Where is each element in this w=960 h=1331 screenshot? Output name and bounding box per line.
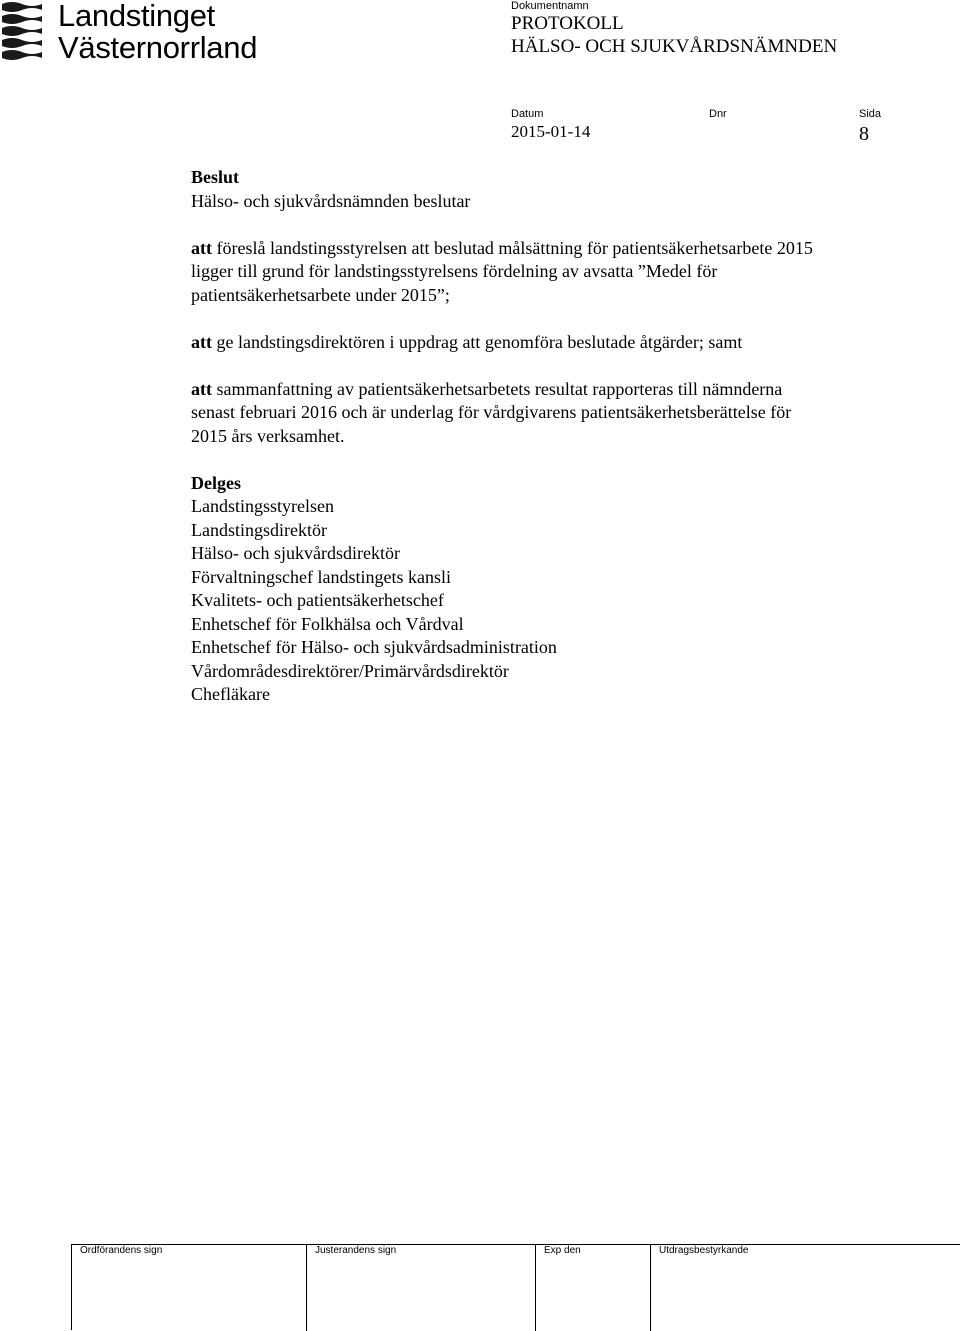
decision-heading: Beslut bbox=[191, 167, 240, 187]
decision-item-3 bbox=[191, 378, 911, 449]
date-value: 2015-01-14 bbox=[511, 122, 591, 141]
dnr-label: Dnr bbox=[709, 108, 727, 120]
certifying-label: Utdragsbestyrkande bbox=[659, 1245, 749, 1256]
signature-footer bbox=[71, 1244, 960, 1330]
recipient-item: Landstingsdirektör bbox=[191, 519, 327, 540]
chair-sign-label: Ordförandens sign bbox=[80, 1245, 163, 1256]
att-keyword: att bbox=[191, 378, 212, 399]
recipient-item: Vårdområdesdirektörer/Primärvårdsdirektör bbox=[191, 660, 509, 681]
document-type: PROTOKOLL bbox=[511, 13, 624, 34]
att-keyword: att bbox=[191, 331, 212, 352]
att-keyword: att bbox=[191, 237, 212, 258]
recipient-item: Chefläkare bbox=[191, 684, 270, 704]
decision-item-line: patientsäkerhetsarbete under 2015”; bbox=[191, 284, 450, 305]
recipient-item: Kvalitets- och patientsäkerhetschef bbox=[191, 590, 444, 610]
logo-text-line2: Västernorrland bbox=[58, 30, 258, 65]
recipient-item: Hälso- och sjukvårdsdirektör bbox=[191, 543, 400, 563]
decision-item-line: att föreslå landstingsstyrelsen att beslutad målsättning för patientsäkerhetsarbete 2015 bbox=[191, 237, 813, 258]
document-body bbox=[191, 166, 911, 707]
page-label: Sida bbox=[859, 108, 882, 120]
decision-item-line: 2015 års verksamhet. bbox=[191, 425, 345, 446]
decision-intro: Hälso- och sjukvårdsnämnden beslutar bbox=[191, 190, 471, 211]
adjuster-sign-cell bbox=[306, 1245, 535, 1331]
document-name-label: Dokumentnamn bbox=[511, 0, 589, 12]
decision-item-line: att ge landstingsdirektören i uppdrag att genomföra beslutade åtgärder; samt bbox=[191, 331, 743, 352]
adjuster-sign-label: Justerandens sign bbox=[315, 1245, 397, 1256]
decision-item-2 bbox=[191, 331, 911, 355]
recipient-item: Enhetschef för Folkhälsa och Vårdval bbox=[191, 613, 464, 634]
committee-name: HÄLSO- OCH SJUKVÅRDSNÄMNDEN bbox=[511, 36, 838, 57]
decision-item-1 bbox=[191, 237, 911, 308]
distribution-heading: Delges bbox=[191, 472, 241, 493]
flag-stripes-icon bbox=[0, 0, 46, 62]
logo-text-line1: Landstinget bbox=[58, 0, 215, 33]
decision-item-line: senast februari 2016 och är underlag för vårdgivarens patientsäkerhetsberättelse för bbox=[191, 402, 792, 422]
page-number: 8 bbox=[859, 123, 869, 145]
recipient-item: Landstingsstyrelsen bbox=[191, 496, 334, 516]
certifying-cell bbox=[650, 1245, 960, 1331]
recipient-item: Enhetschef för Hälso- och sjukvårdsadministration bbox=[191, 637, 557, 657]
date-label: Datum bbox=[511, 108, 544, 120]
recipient-item: Förvaltningschef landstingets kansli bbox=[191, 566, 451, 587]
recipient-list bbox=[191, 495, 911, 707]
chair-sign-cell bbox=[72, 1245, 306, 1331]
exp-den-cell bbox=[535, 1245, 650, 1331]
decision-item-line: ligger till grund för landstingsstyrelsens fördelning av avsatta ”Medel för bbox=[191, 261, 718, 281]
exp-den-label: Exp den bbox=[544, 1245, 581, 1256]
decision-item-line: att sammanfattning av patientsäkerhetsarbetets resultat rapporteras till nämnderna bbox=[191, 378, 783, 399]
